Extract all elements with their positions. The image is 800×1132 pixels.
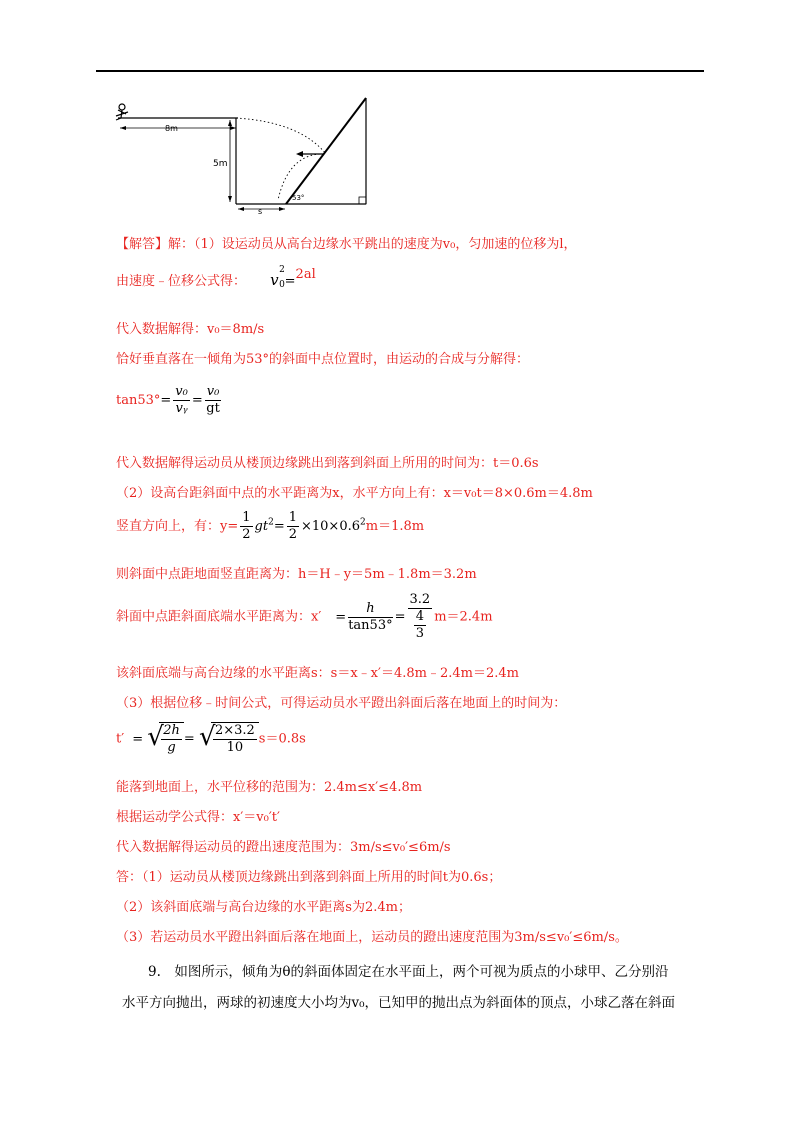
solution-line-8 bbox=[116, 510, 424, 543]
tan-label: tan53° bbox=[116, 393, 161, 408]
solution-line-4: 恰好垂直落在一倾角为53°的斜面中点位置时，由运动的合成与分解得： bbox=[116, 352, 530, 367]
question-9-line-2: 水平方向抛出，两球的初速度大小均为v₀，已知甲的抛出点为斜面体的顶点，小球乙落在斜面 bbox=[122, 995, 676, 1011]
solution-line-14: 能落到地面上，水平位移的范围为：2.4m≤x′≤4.8m bbox=[116, 780, 423, 795]
solution-line-13 bbox=[116, 722, 306, 756]
math-sup: 2 bbox=[279, 265, 285, 275]
math-mid: ×10×0.6 bbox=[301, 519, 361, 534]
incline bbox=[286, 98, 366, 204]
frac-num: v₀ bbox=[206, 384, 220, 399]
solution-line-18: （2）该斜面底端与高台边缘的水平距离s为2.4m； bbox=[116, 900, 411, 915]
solution-line-5 bbox=[116, 384, 223, 417]
problem-figure bbox=[110, 96, 380, 216]
frac-den: vᵧ bbox=[175, 401, 188, 416]
frac-den: 2 bbox=[288, 527, 297, 542]
trajectory-jump bbox=[236, 118, 326, 154]
math-eq: = bbox=[273, 519, 285, 534]
math-sup: 2 bbox=[268, 517, 274, 528]
sqrt-sign: √ bbox=[198, 722, 216, 752]
label-angle: 53° bbox=[292, 194, 305, 202]
solution-line-19: （3）若运动员水平蹬出斜面后落在地面上，运动员的蹬出速度范围为3m/s≤v₀′≤6m/s。 bbox=[116, 930, 628, 945]
solution-text: 由速度﹣位移公式得： bbox=[116, 274, 247, 289]
math-rhs: 2al bbox=[295, 267, 316, 282]
solution-text: 解：（1）设运动员从高台边缘水平跳出的速度为v₀，匀加速的位移为l， bbox=[168, 237, 577, 252]
solution-line-16: 代入数据解得运动员的蹬出速度范围为：3m/s≤v₀′≤6m/s bbox=[116, 840, 451, 855]
sqrt-sign: √ bbox=[147, 722, 164, 752]
frac-num: h bbox=[348, 601, 392, 618]
solution-line-3: 代入数据解得：v₀＝8m/s bbox=[116, 322, 265, 337]
answer-tag: 【解答】 bbox=[116, 237, 169, 252]
frac-num: 3.2 bbox=[409, 592, 431, 607]
math-eq: = bbox=[394, 609, 406, 625]
solution-line-6: 代入数据解得运动员从楼顶边缘跳出到落到斜面上所用的时间为：t＝0.6s bbox=[116, 456, 539, 471]
frac-num: 2h bbox=[163, 723, 180, 738]
math-eq: = bbox=[160, 393, 172, 408]
frac-den: tan53° bbox=[348, 617, 393, 633]
solution-line-2 bbox=[116, 265, 316, 290]
solution-text: s＝0.8s bbox=[258, 731, 306, 747]
frac-den: 2 bbox=[242, 527, 251, 542]
frac-num: 4 bbox=[415, 609, 424, 624]
math-eq: = bbox=[335, 609, 347, 625]
math-v: v bbox=[270, 271, 279, 289]
math-eq: = bbox=[284, 274, 296, 289]
frac-num: 1 bbox=[288, 510, 297, 525]
math-sup: 2 bbox=[360, 517, 366, 528]
frac-den: gt bbox=[206, 401, 220, 416]
solution-line-12: （3）根据位移﹣时间公式，可得运动员水平蹬出斜面后落在地面上的时间为： bbox=[116, 696, 567, 711]
solution-line-1 bbox=[116, 233, 577, 252]
math-sub: 0 bbox=[279, 280, 285, 290]
solution-line-17: 答：（1）运动员从楼顶边缘跳出到落到斜面上所用的时间t为0.6s； bbox=[116, 870, 502, 885]
question-9-line-1: 9. 如图所示，倾角为θ的斜面体固定在水平面上，两个可视为质点的小球甲、乙分别沿 bbox=[148, 964, 669, 980]
frac-den: g bbox=[167, 740, 176, 755]
frac-num: 2×3.2 bbox=[214, 723, 255, 738]
solution-line-15: 根据运动学公式得：x′＝v₀′t′ bbox=[116, 810, 280, 825]
solution-text: 竖直方向上，有：y= bbox=[116, 519, 239, 534]
header-rule bbox=[96, 70, 704, 72]
frac-den: 10 bbox=[226, 740, 244, 755]
solution-line-9: 则斜面中点距地面竖直距离为：h＝H﹣y＝5m﹣1.8m＝3.2m bbox=[116, 567, 477, 582]
math-eq: = bbox=[132, 731, 144, 747]
t-prime-label: t′ bbox=[116, 731, 125, 747]
math-gt: gt bbox=[254, 519, 269, 534]
solution-line-10 bbox=[116, 592, 493, 642]
solution-text: m＝2.4m bbox=[434, 609, 493, 625]
label-5m: 5m bbox=[213, 159, 228, 169]
frac-num: v₀ bbox=[175, 384, 188, 399]
solution-line-7: （2）设高台距斜面中点的水平距离为x，水平方向上有：x＝v₀t＝8×0.6m＝4.8m bbox=[116, 486, 593, 501]
math-eq: = bbox=[191, 393, 203, 408]
frac-num: 1 bbox=[242, 510, 251, 525]
math-eq: = bbox=[183, 731, 195, 747]
frac-den: 3 bbox=[415, 626, 424, 641]
solution-text: m＝1.8m bbox=[365, 519, 425, 534]
label-8m: 8m bbox=[165, 124, 178, 133]
right-angle-mark bbox=[359, 197, 366, 204]
label-s: s bbox=[258, 207, 263, 216]
solution-text: 斜面中点距斜面底端水平距离为：x′ bbox=[116, 609, 322, 625]
solution-line-11: 该斜面底端与高台边缘的水平距离s：s＝x﹣x′＝4.8m﹣2.4m＝2.4m bbox=[116, 666, 519, 681]
